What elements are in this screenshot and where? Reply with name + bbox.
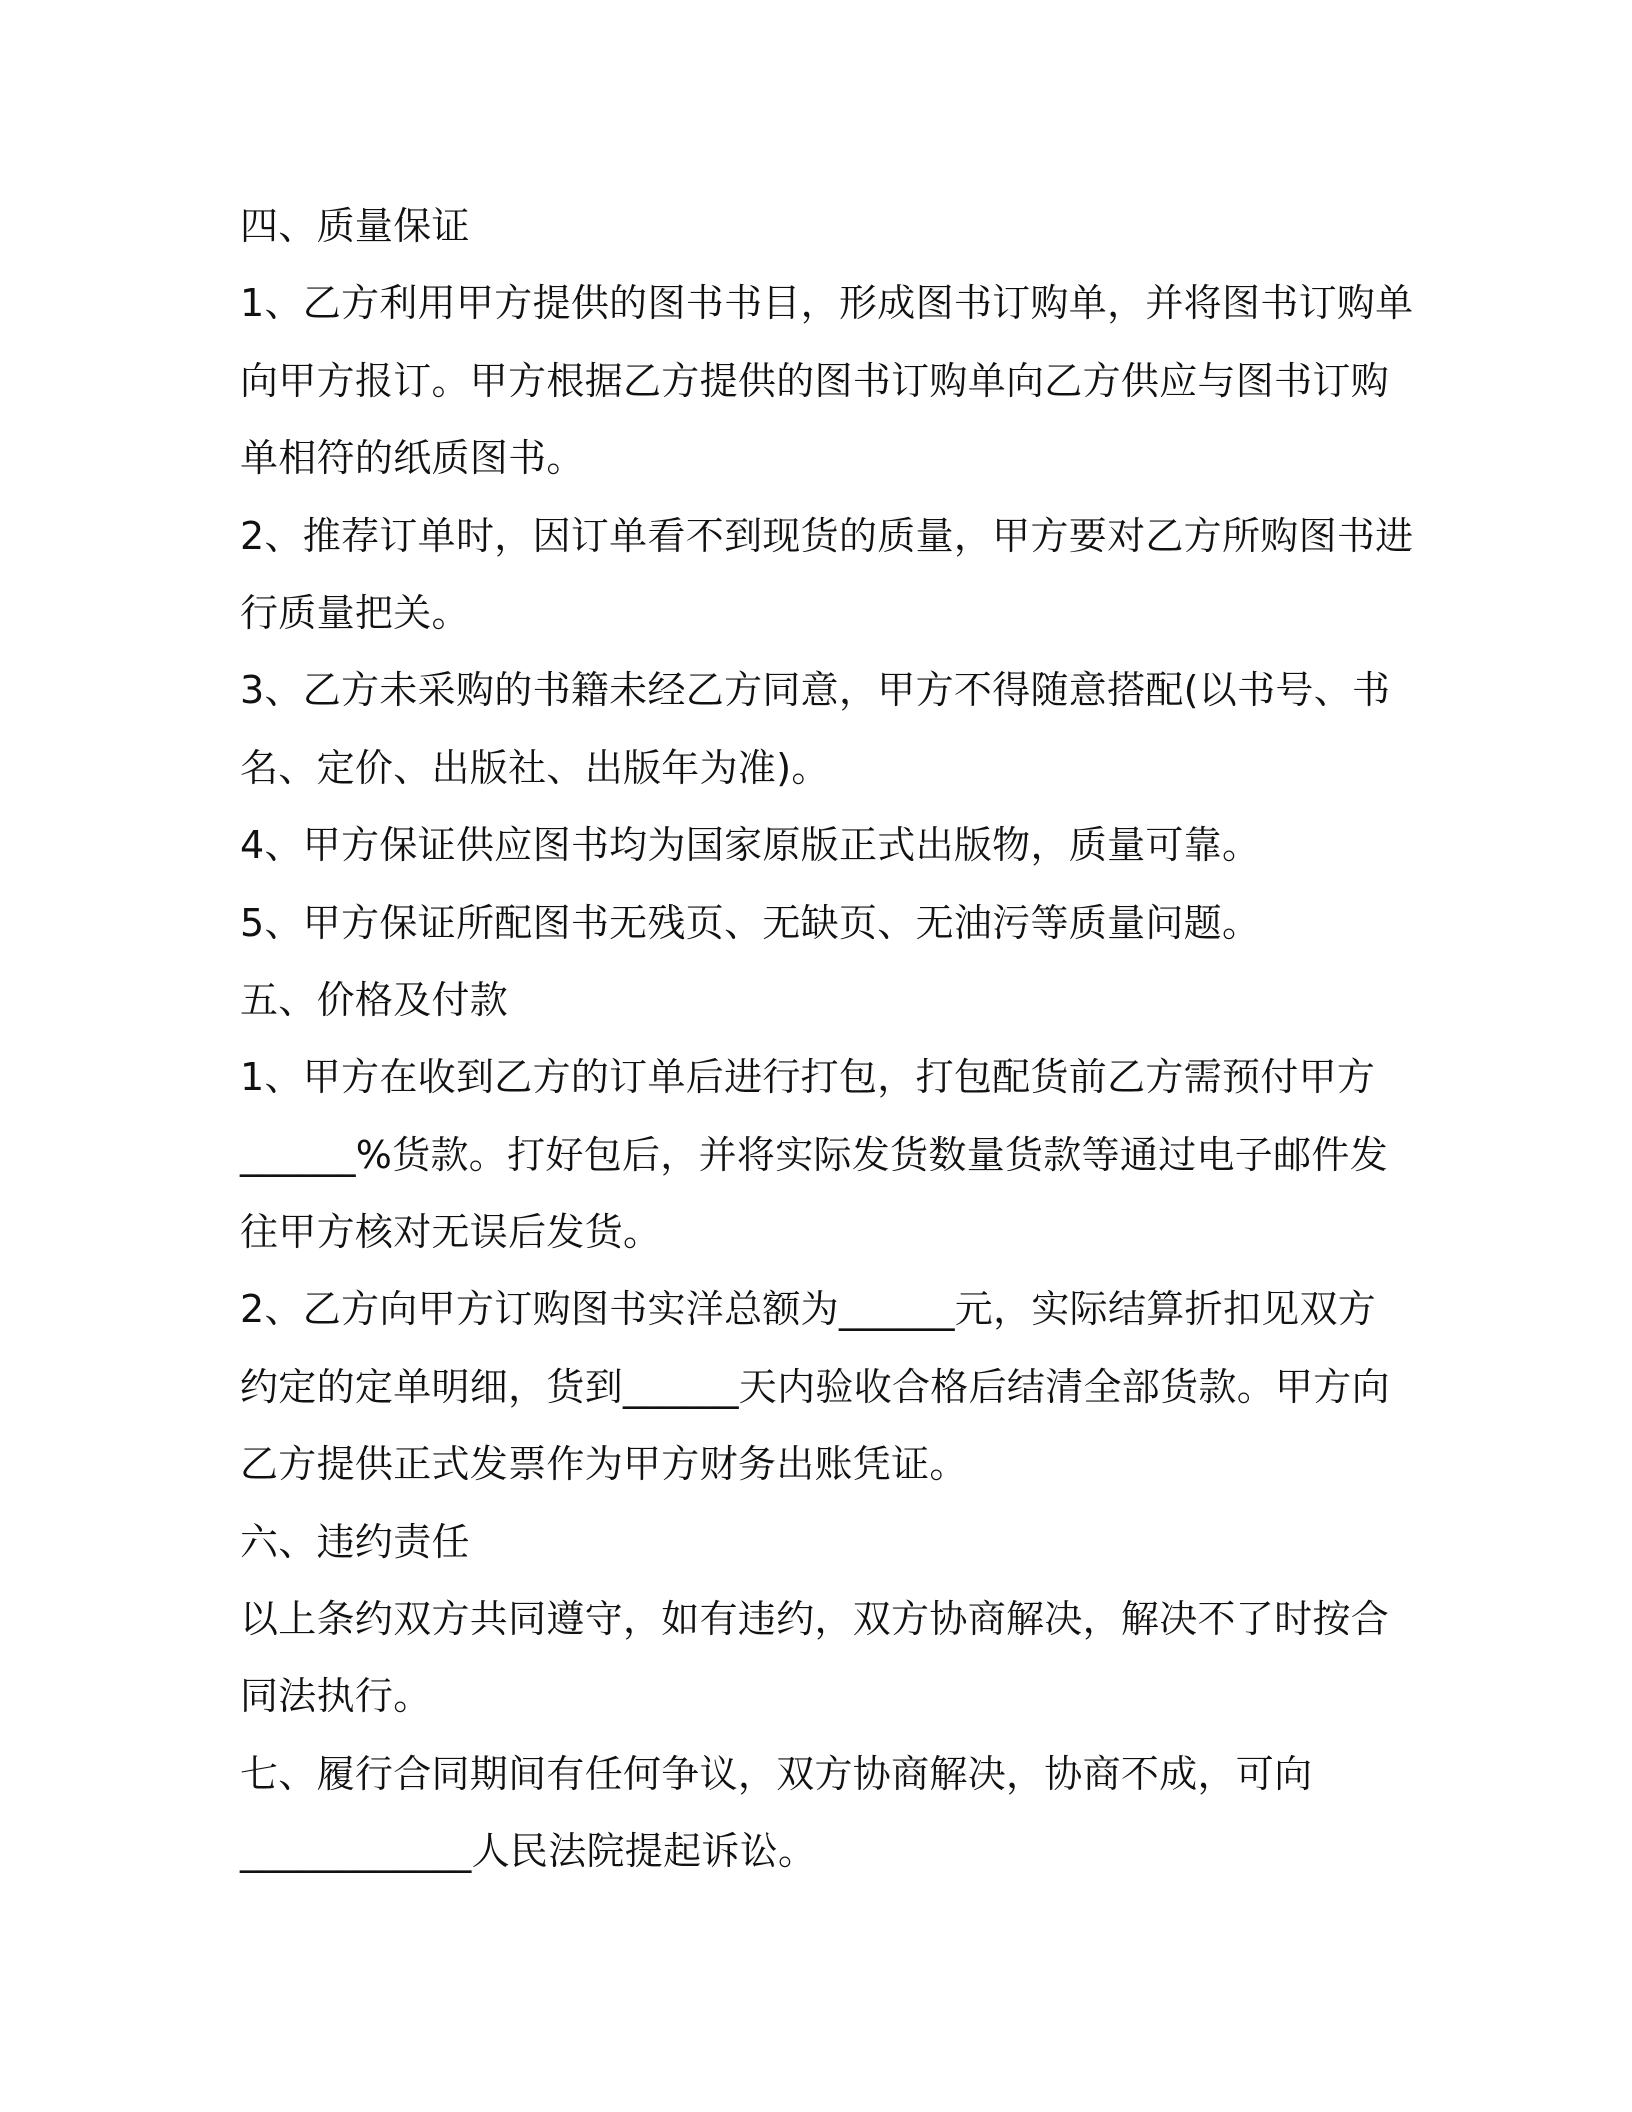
paragraph-line: ______%货款。打好包后，并将实际发货数量货款等通过电子邮件发: [240, 1132, 1389, 1177]
section-heading-dispute: 七、履行合同期间有任何争议，双方协商解决，协商不成，可向: [240, 1751, 1313, 1796]
paragraph-line: 以上条约双方共同遵守，如有违约，双方协商解决，解决不了时按合: [240, 1597, 1390, 1642]
paragraph-line: 往甲方核对无误后发货。: [240, 1210, 662, 1255]
section-heading-price: 五、价格及付款: [240, 977, 509, 1022]
section-heading-quality: 四、质量保证: [240, 204, 470, 248]
paragraph-line: 名、定价、出版社、出版年为准)。: [240, 745, 830, 790]
paragraph-line: 3、乙方未采购的书籍未经乙方同意，甲方不得随意搭配(以书号、书: [240, 668, 1391, 713]
paragraph-line: 1、乙方利用甲方提供的图书书目，形成图书订购单，并将图书订购单: [240, 281, 1414, 326]
paragraph-line: 向甲方报订。甲方根据乙方提供的图书订购单向乙方供应与图书订购: [240, 358, 1390, 403]
paragraph-line: 5、甲方保证所配图书无残页、无缺页、无油污等质量问题。: [240, 900, 1261, 945]
paragraph-line: 2、乙方向甲方订购图书实洋总额为______元，实际结算折扣见双方: [240, 1287, 1377, 1332]
paragraph-line: 4、甲方保证供应图书均为国家原版正式出版物，质量可靠。: [240, 823, 1261, 868]
paragraph-line: 2、推荐订单时，因订单看不到现货的质量，甲方要对乙方所购图书进: [240, 513, 1414, 558]
paragraph-line: 乙方提供正式发票作为甲方财务出账凭证。: [240, 1442, 968, 1487]
paragraph-line: 同法执行。: [240, 1674, 432, 1719]
paragraph-line: 约定的定单明细，货到______天内验收合格后结清全部货款。甲方向: [240, 1364, 1390, 1409]
document-body: [240, 188, 1414, 1891]
paragraph-line: 1、甲方在收到乙方的订单后进行打包，打包配货前乙方需预付甲方: [240, 1055, 1376, 1100]
section-heading-liability: 六、违约责任: [240, 1519, 470, 1564]
paragraph-line: 行质量把关。: [240, 590, 470, 635]
paragraph-line: ____________人民法院提起诉讼。: [240, 1829, 817, 1874]
paragraph-line: 单相符的纸质图书。: [240, 436, 585, 481]
